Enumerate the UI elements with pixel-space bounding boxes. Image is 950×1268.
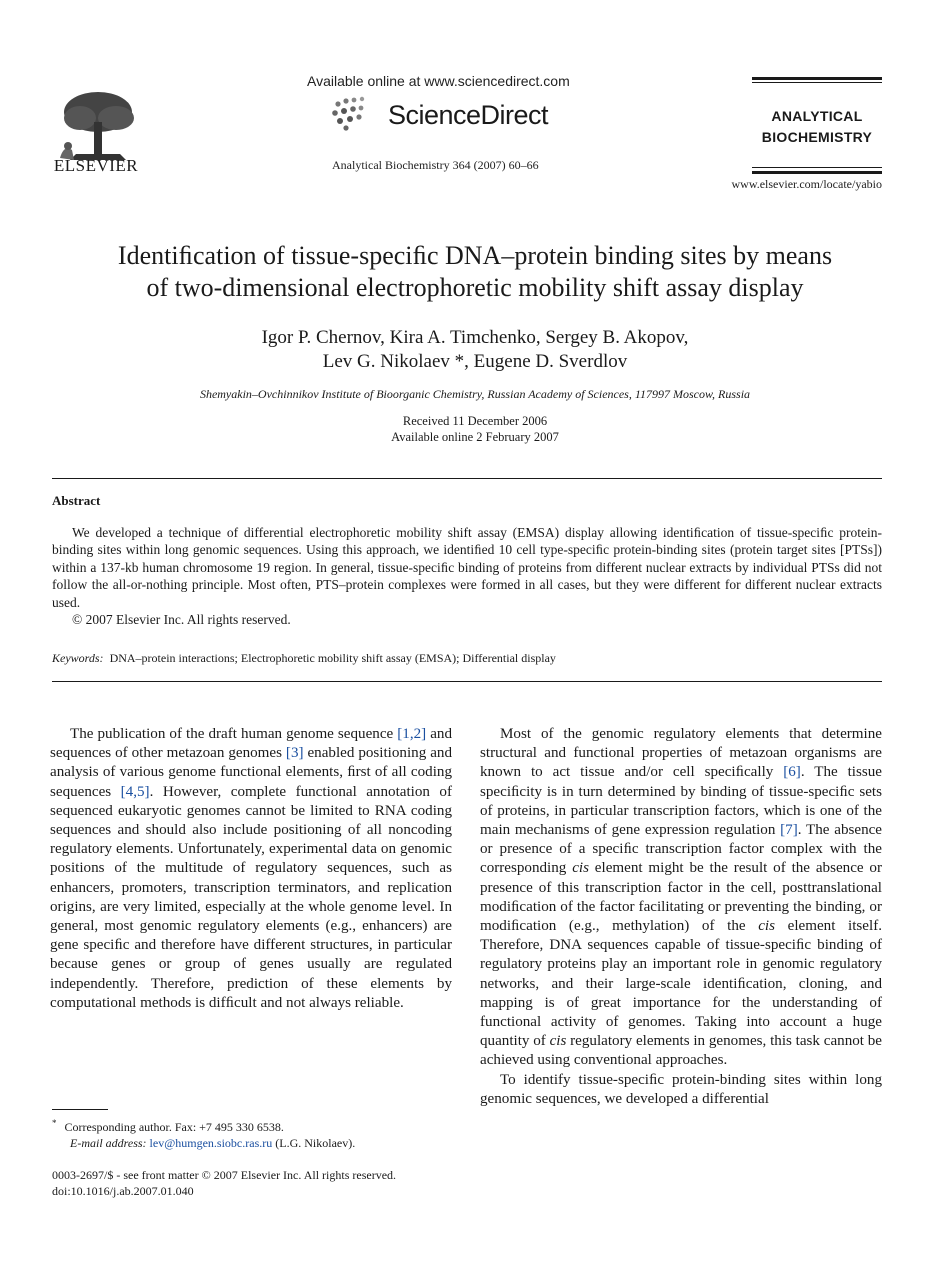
journal-rule [752, 171, 882, 174]
text-run: enabled positioning and analysis of various genome functional elements, ﬁrst of all coding sequences [50, 745, 452, 800]
email-note [52, 1135, 462, 1151]
doi-line: doi:10.1016/j.ab.2007.01.040 [52, 1184, 194, 1198]
abstract-top-rule [52, 478, 882, 479]
paragraph [50, 725, 452, 1013]
sciencedirect-dots-icon [330, 94, 370, 134]
citation-link[interactable]: [6] [783, 764, 801, 781]
article-title [40, 240, 910, 304]
text-run: The publication of the draft human genome sequence [70, 726, 398, 742]
authors-line1: Igor P. Chernov, Kira A. Timchenko, Sergey B. Akopov, [261, 327, 689, 348]
text-run: . The absence or presence of a speciﬁc transcription factor complex with the corresponding [480, 822, 883, 877]
issn-line: 0003-2697/$ - see front matter © 2007 Elsevier Inc. All rights reserved. [52, 1168, 397, 1182]
body-column-left [50, 725, 452, 1013]
author-list [40, 326, 910, 374]
journal-name-line2: BIOCHEMISTRY [761, 129, 873, 145]
citation-link[interactable]: [3] [285, 745, 304, 762]
journal-rule [752, 77, 882, 80]
title-line2: of two-dimensional electrophoretic mobility shift assay display [146, 273, 804, 302]
keywords-list: DNA–protein interactions; Electrophoretic mobility shift assay (EMSA); Differential display [109, 651, 556, 665]
text-run: regulatory elements in genomes, this task cannot be achieved using conventional approaches. [480, 1033, 883, 1069]
journal-name-line1: ANALYTICAL [771, 108, 863, 124]
journal-name [752, 106, 882, 148]
abstract-heading: Abstract [52, 493, 101, 508]
abstract-bottom-rule [52, 681, 882, 682]
text-run: . The tissue speciﬁcity is in turn determined by binding of tissue-speciﬁc sets of proteins, in particular transcription factors, which is one of the main mechanisms of gene expression regulation [480, 764, 882, 839]
affiliation: Shemyakin–Ovchinnikov Institute of Bioorganic Chemistry, Russian Academy of Sciences, 117997 Moscow, Russia [199, 387, 751, 401]
cis-italic: cis [758, 918, 775, 935]
corresponding-author-note [52, 1115, 462, 1135]
keywords-label: Keywords: [52, 651, 104, 665]
received-date: Received 11 December 2006 [402, 414, 548, 428]
text-run: Most of the genomic regulatory elements that determine structural and functional properties of metazoan organisms are known to act tissue and/or cell speciﬁcally [480, 726, 882, 781]
cis-italic: cis [549, 1033, 567, 1050]
corresponding-text: Corresponding author. Fax: +7 495 330 6538. [64, 1120, 284, 1134]
title-line1: Identiﬁcation of tissue-speciﬁc DNA–protein binding sites by means [117, 241, 833, 270]
citation-link[interactable]: [1,2] [397, 726, 427, 742]
sciencedirect-logo-text: ScienceDirect [388, 100, 549, 130]
keywords [52, 651, 556, 666]
paragraph [480, 725, 882, 1071]
email-suffix: (L.G. Nikolaev). [272, 1136, 356, 1150]
text-run: element itself. Therefore, DNA sequences capable of tissue-speciﬁc binding of regulatory proteins play an important role in genomic regulatory networks, and their large-scale identiﬁcation, cloning, and mapping is of great importance for the understanding of functional activity of genomes. Taking into account a huge quantity of [480, 918, 882, 1050]
footnote-rule [52, 1109, 108, 1110]
text-run: and sequences of other metazoan genomes [50, 726, 452, 762]
available-online-text: Available online at www.sciencedirect.com [307, 73, 570, 89]
available-date: Available online 2 February 2007 [391, 430, 559, 444]
paragraph: To identify tissue-speciﬁc protein-binding sites within long genomic sequences, we developed a differential [480, 1071, 882, 1107]
abstract-text: We developed a technique of differential electrophoretic mobility shift assay (EMSA) display allowing identiﬁcation of tissue-speciﬁc protein-binding sites within long genomic sequences. Using this approach, we identiﬁed 10 cell type-speciﬁc protein-binding sites (protein target sites [PTSs]) within a 137-kb human chromosome 19 region. In general, tissue-speciﬁc binding of proteins from different nuclear extracts by individual PTSs did not follow the all-or-nothing principle. Most often, PTS–protein complexes were formed in all cases, but they were different for different nuclear extracts used. [52, 525, 882, 610]
publisher-name: ELSEVIER [53, 156, 139, 175]
email-label: E-mail address: [70, 1136, 147, 1150]
footnote [52, 1115, 462, 1151]
journal-rule [752, 167, 882, 168]
citation-link[interactable]: [4,5] [120, 783, 150, 800]
article-dates [40, 413, 910, 445]
front-matter [52, 1167, 396, 1199]
journal-rule [752, 82, 882, 83]
journal-url-link[interactable]: www.elsevier.com/locate/yabio [731, 177, 882, 191]
footnote-mark: * [52, 1118, 57, 1128]
text-run: . However, complete functional annotation of sequenced eukaryotic genomes cannot be limited to RNA coding sequences and should also include positioning of all noncoding regulatory elements. Unfortunately, experimental data on genomic positions of the multitude of regulatory sequences, such as enhancers, promoters, transcription terminators, and replication origins, are very limited, especially at the whole genome level. In general, most genomic regulatory elements (e.g., enhancers) are gene speciﬁc and therefore have different structures, in particular because genes or group of genes usually are regulated independently. Therefore, prediction of these elements by computational methods is difﬁcult and not always reliable. [50, 783, 452, 1011]
journal-reference: Analytical Biochemistry 364 (2007) 60–66 [332, 158, 539, 172]
text-run: element might be the result of the absence or presence of this transcription factor in the cell, posttranslational modiﬁcation of the factor facilitating or preventing the binding, or modiﬁcation (e.g., methylation) of the [480, 860, 882, 935]
email-link[interactable]: lev@humgen.siobc.ras.ru [149, 1136, 273, 1150]
body-column-right [480, 725, 882, 1109]
authors-line2: Lev G. Nikolaev *, Eugene D. Sverdlov [322, 351, 628, 372]
cis-italic: cis [572, 860, 589, 877]
citation-link[interactable]: [7] [780, 822, 798, 839]
abstract-body [52, 524, 882, 628]
abstract-copyright: © 2007 Elsevier Inc. All rights reserved. [72, 612, 291, 628]
